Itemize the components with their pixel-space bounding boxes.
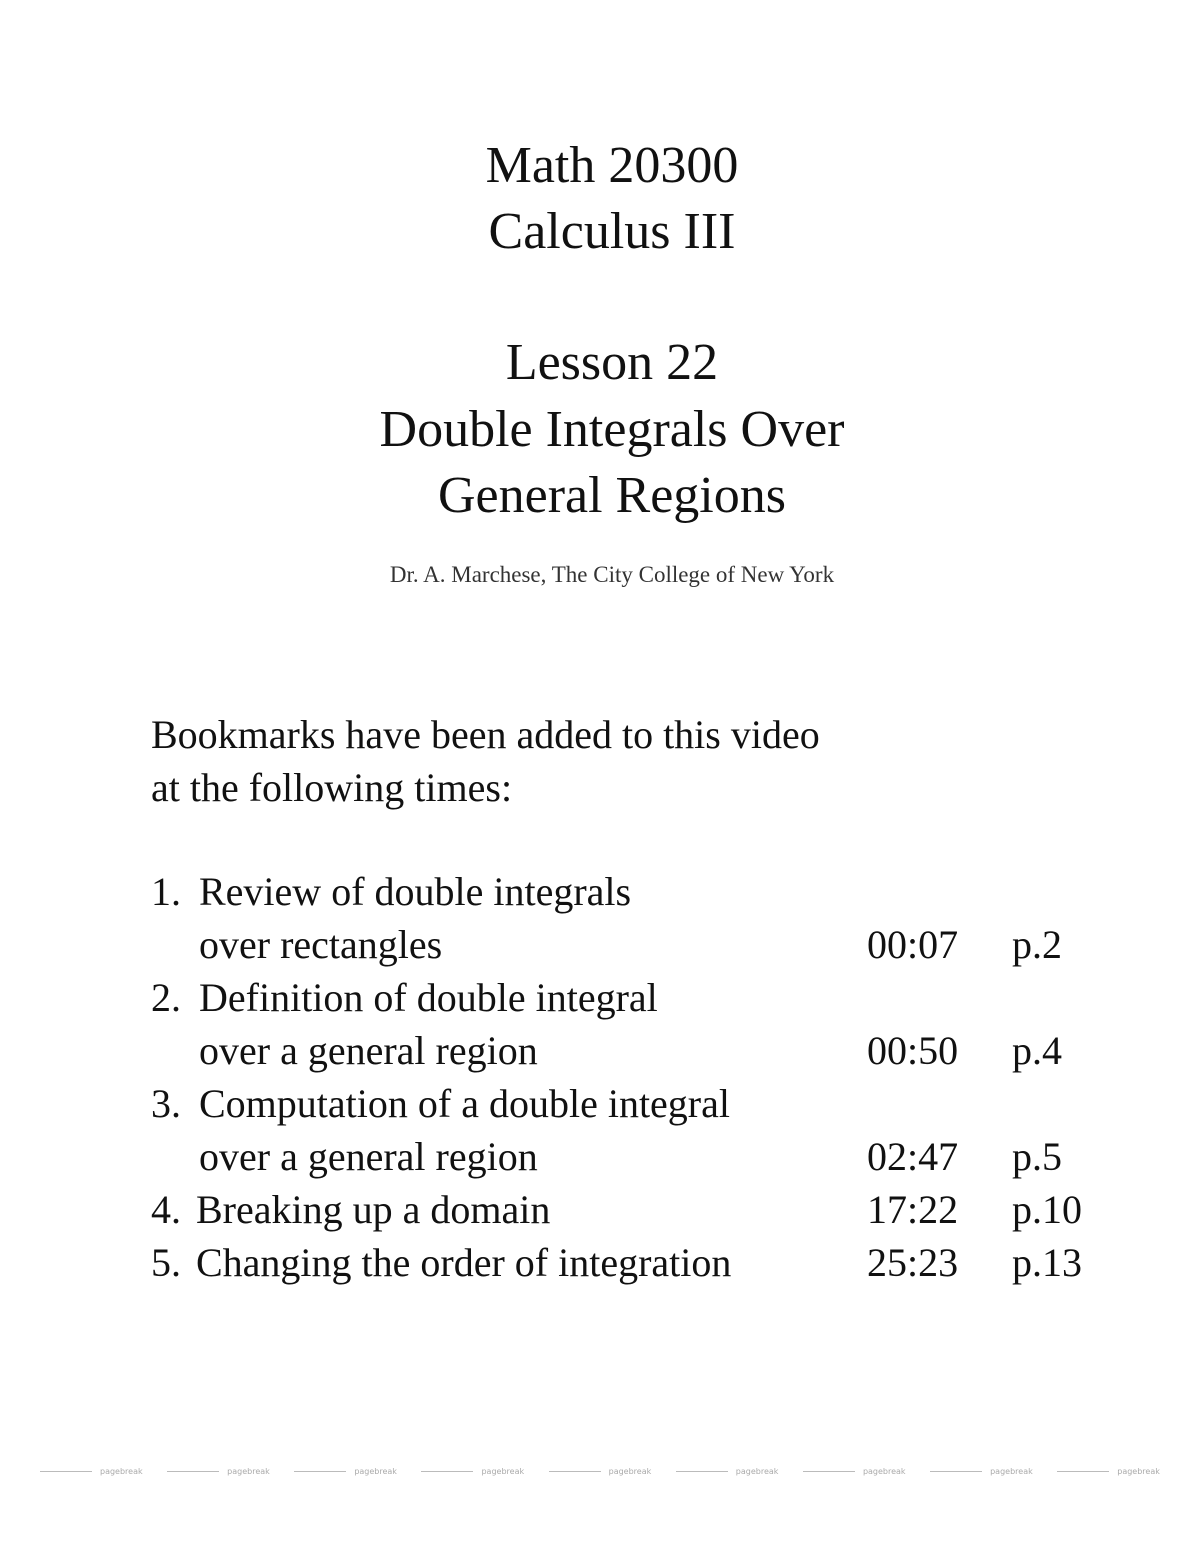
bookmark-3-row2[interactable]: [0, 1130, 1200, 1183]
pagebreak-segment: [167, 1467, 270, 1476]
pagebreak-line: [676, 1471, 728, 1472]
bookmark-5-title: Changing the order of integration: [196, 1240, 732, 1285]
bookmark-4-row[interactable]: [0, 1183, 1200, 1236]
pagebreak-line: [930, 1471, 982, 1472]
pagebreak-divider: [40, 1463, 1160, 1479]
bookmark-1-page: p.2: [1012, 922, 1062, 967]
course-name: Calculus III: [488, 203, 736, 260]
pagebreak-segment: [294, 1467, 397, 1476]
bookmark-3-page: p.5: [1012, 1134, 1062, 1179]
author-credit: Dr. A. Marchese, The City College of New York: [389, 562, 835, 587]
bookmark-1-row2[interactable]: [0, 918, 1200, 971]
pagebreak-label: pagebreak: [608, 1466, 652, 1476]
bookmark-2-page: p.4: [1012, 1028, 1062, 1073]
pagebreak-label: pagebreak: [354, 1466, 397, 1476]
bookmark-1-row1[interactable]: [0, 865, 1200, 918]
bookmark-5-time: 25:23: [867, 1240, 959, 1285]
lesson-number: Lesson 22: [505, 334, 719, 391]
bookmark-4-number: 4.: [151, 1187, 181, 1232]
pagebreak-line: [803, 1471, 855, 1472]
bookmark-list: [0, 865, 1200, 1289]
bookmarks-intro: [151, 708, 820, 814]
bookmark-3-time: 02:47: [867, 1134, 959, 1179]
pagebreak-line: [294, 1471, 346, 1472]
bookmark-2-row1[interactable]: [0, 971, 1200, 1024]
pagebreak-label: pagebreak: [100, 1466, 143, 1476]
pagebreak-line: [421, 1471, 473, 1472]
bookmark-2-title-line2: over a general region: [199, 1028, 538, 1073]
bookmark-2-title-line1: Definition of double integral: [199, 975, 658, 1020]
bookmark-1-title-line1: Review of double integrals: [199, 869, 632, 914]
pagebreak-label: pagebreak: [990, 1466, 1033, 1476]
bookmark-4-time: 17:22: [867, 1187, 959, 1232]
pagebreak-line: [167, 1471, 219, 1472]
bookmark-5-number: 5.: [151, 1240, 181, 1285]
pagebreak-label: pagebreak: [481, 1466, 525, 1476]
bookmark-4-page: p.10: [1012, 1187, 1082, 1232]
pagebreak-segment: [676, 1467, 779, 1476]
intro-line1: Bookmarks have been added to this video: [151, 712, 820, 757]
pagebreak-label: pagebreak: [735, 1466, 779, 1476]
pagebreak-segment: [1057, 1467, 1160, 1476]
bookmark-2-row2[interactable]: [0, 1024, 1200, 1077]
lesson-title-line1: Double Integrals Over: [379, 401, 845, 458]
pagebreak-label: pagebreak: [1117, 1466, 1160, 1476]
bookmark-2-number: 2.: [151, 975, 181, 1020]
pagebreak-label: pagebreak: [227, 1466, 270, 1476]
pagebreak-line: [1057, 1471, 1109, 1472]
bookmark-5-page: p.13: [1012, 1240, 1082, 1285]
bookmark-1-number: 1.: [151, 869, 181, 914]
pagebreak-line: [40, 1471, 92, 1472]
pagebreak-segment: [421, 1467, 524, 1476]
bookmark-3-title-line2: over a general region: [199, 1134, 538, 1179]
pagebreak-segment: [803, 1467, 906, 1476]
pagebreak-segment: [40, 1467, 143, 1476]
bookmark-4-title: Breaking up a domain: [196, 1187, 551, 1232]
pagebreak-segment: [930, 1467, 1033, 1476]
pagebreak-line: [549, 1471, 601, 1472]
pagebreak-segment: [549, 1467, 652, 1476]
bookmark-1-time: 00:07: [867, 922, 959, 967]
bookmark-2-time: 00:50: [867, 1028, 959, 1073]
course-code: Math 20300: [485, 137, 739, 194]
bookmark-1-title-line2: over rectangles: [199, 922, 443, 967]
bookmark-3-row1[interactable]: [0, 1077, 1200, 1130]
pagebreak-label: pagebreak: [862, 1466, 906, 1476]
lesson-title-line2: General Regions: [437, 467, 786, 524]
bookmark-3-number: 3.: [151, 1081, 181, 1126]
bookmark-5-row[interactable]: [0, 1236, 1200, 1289]
bookmark-3-title-line1: Computation of a double integral: [199, 1081, 730, 1126]
intro-line2: at the following times:: [151, 765, 513, 810]
